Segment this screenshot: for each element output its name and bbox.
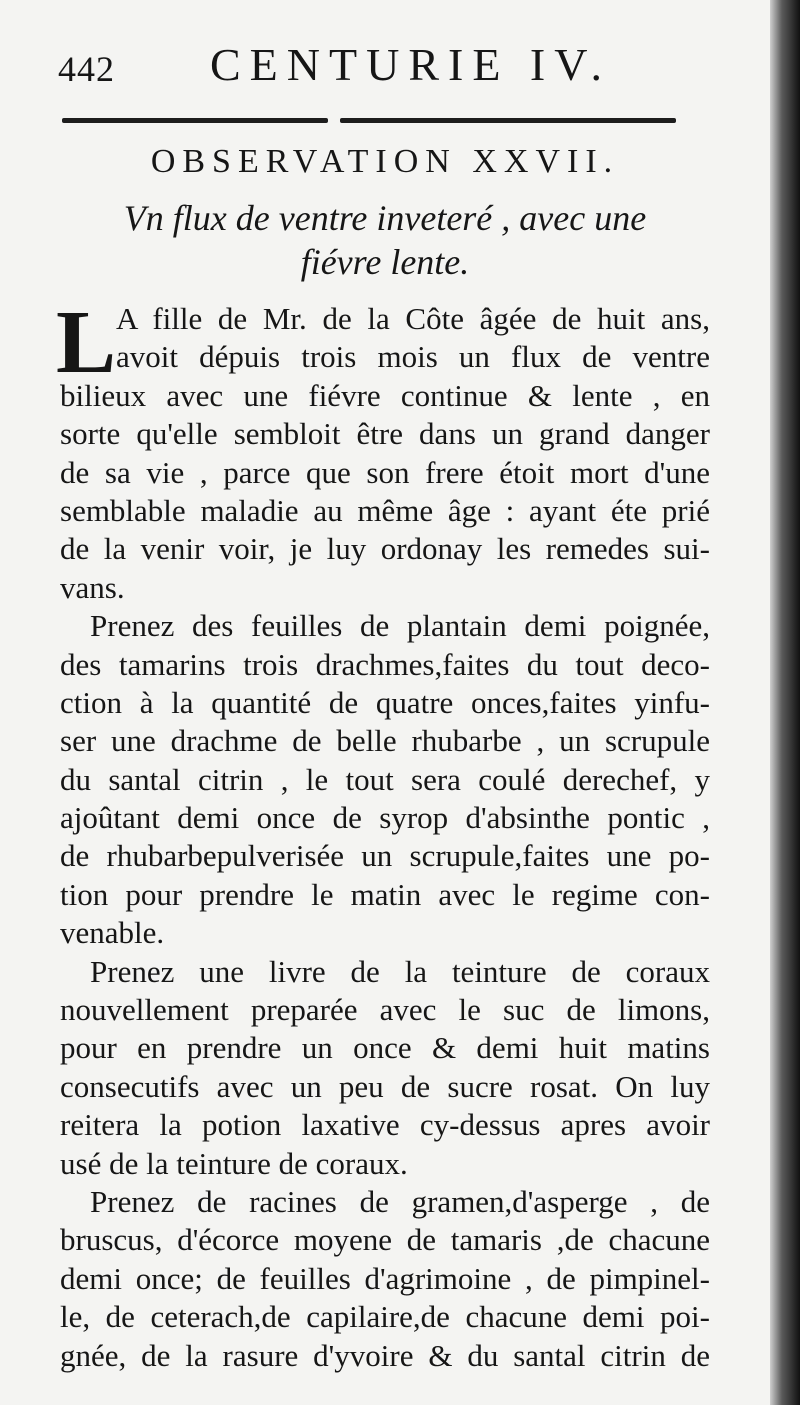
observation-subtitle xyxy=(60,196,710,284)
text-line: consecutifs avec un peu de sucre rosat. On luy xyxy=(60,1068,710,1104)
page-edge-shadow xyxy=(770,0,800,1405)
subtitle-line: Vn flux de ventre inveteré , avec une xyxy=(123,198,647,238)
page-body xyxy=(56,293,710,1375)
text-line: de sa vie , parce que son frere étoit mort d'une xyxy=(60,454,710,490)
drop-cap: L xyxy=(56,293,117,392)
text-line: Prenez des feuilles de plantain demi poignée, xyxy=(90,608,710,644)
text-line: reitera la potion laxative cy-dessus apres avoir xyxy=(60,1107,710,1143)
page-number: 442 xyxy=(58,49,115,89)
paragraph-3 xyxy=(60,953,710,1183)
text-line: de rhubarbepulverisée un scrupule,faites une po- xyxy=(60,838,710,874)
header-rule-left xyxy=(62,118,328,123)
text-line: Prenez de racines de gramen,d'asperge , de xyxy=(90,1183,710,1219)
paragraph-4 xyxy=(60,1183,710,1375)
header-rule-right xyxy=(340,118,676,123)
text-line: gnée, de la rasure d'yvoire & du santal citrin de xyxy=(60,1337,710,1373)
text-line: demi once; de feuilles d'agrimoine , de pimpinel- xyxy=(60,1260,710,1296)
text-line: ajoûtant demi once de syrop d'absinthe pontic , xyxy=(60,800,710,836)
text-line: vans. xyxy=(60,569,125,605)
text-line: bilieux avec une fiévre continue & lente , en xyxy=(60,377,710,413)
text-line: A fille de Mr. de la Côte âgée de huit ans, xyxy=(116,301,710,336)
text-line: nouvellement preparée avec le suc de limons, xyxy=(60,992,710,1028)
text-line: sorte qu'elle sembloit être dans un grand danger xyxy=(60,416,710,452)
text-line: de la venir voir, je luy ordonay les remedes sui- xyxy=(60,531,710,567)
paragraph-1 xyxy=(56,293,710,607)
text-line: avoit dépuis trois mois un flux de ventre xyxy=(116,339,710,375)
text-line: des tamarins trois drachmes,faites du tout deco- xyxy=(60,646,710,682)
text-line: pour en prendre un once & demi huit matins xyxy=(60,1030,710,1066)
text-line: ction à la quantité de quatre onces,faites yinfu- xyxy=(60,684,710,720)
page-header xyxy=(52,34,712,94)
paragraph-2 xyxy=(60,607,710,953)
text-line: Prenez une livre de la teinture de coraux xyxy=(90,953,710,989)
text-line: usé de la teinture de coraux. xyxy=(60,1145,408,1181)
text-line: bruscus, d'écorce moyene de tamaris ,de chacune xyxy=(60,1222,710,1258)
text-line: tion pour prendre le matin avec le regime con- xyxy=(60,876,710,912)
running-head: CENTURIE IV. xyxy=(210,39,612,90)
text-line: ser une drachme de belle rhubarbe , un scrupule xyxy=(60,723,710,759)
text-line: du santal citrin , le tout sera coulé derechef, y xyxy=(60,761,710,797)
text-line: semblable maladie au même âge : ayant éte prié xyxy=(60,492,710,528)
text-line: venable. xyxy=(60,915,165,951)
observation-title: OBSERVATION XXVII. xyxy=(150,143,620,180)
subtitle-line: fiévre lente. xyxy=(300,242,470,282)
text-line: le, de ceterach,de capilaire,de chacune demi poi- xyxy=(60,1299,710,1335)
